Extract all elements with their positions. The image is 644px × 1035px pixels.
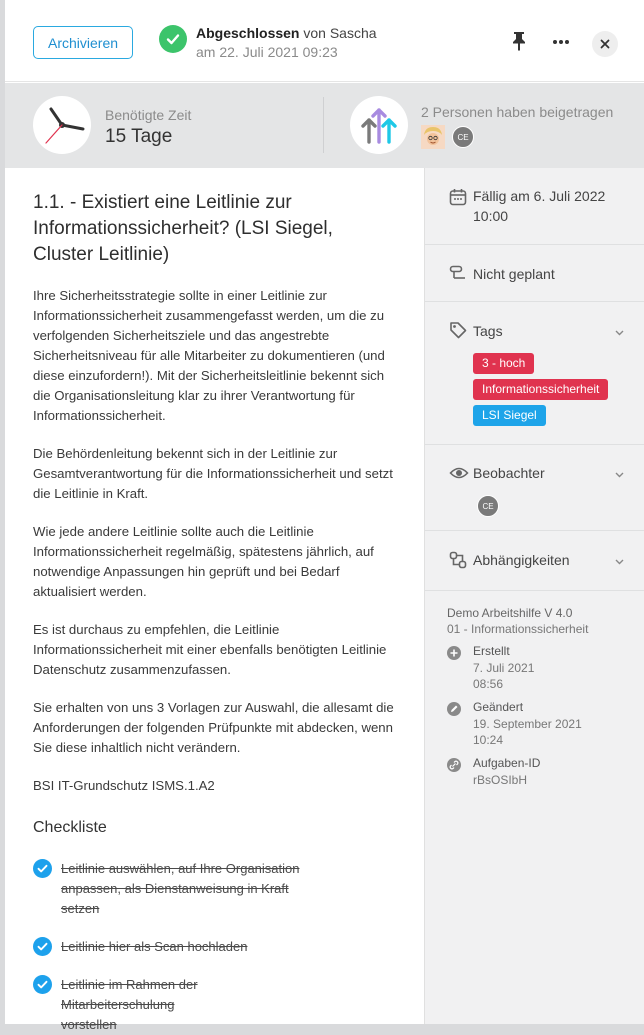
tag-badge[interactable]: Informationssicherheit (473, 379, 608, 400)
checkbox-checked-icon[interactable] (33, 937, 52, 956)
description-paragraph: Die Behördenleitung bekennt sich in der Leitlinie zur Gesamtverantwortung für die Informationssicherheit und setzt die Leitlinie in Kraft. (33, 446, 393, 501)
chevron-down-icon[interactable] (615, 325, 624, 339)
avatar[interactable]: CE (477, 495, 499, 517)
contributors-arrows-icon (350, 96, 408, 154)
clock-icon (33, 96, 91, 154)
task-modal (5, 0, 644, 1032)
created-date: 7. Juli 2021 (473, 661, 535, 675)
archive-button[interactable]: Archivieren (33, 26, 133, 59)
status-info (196, 24, 377, 62)
status-date: am 22. Juli 2021 09:23 (196, 44, 338, 60)
stats-band (5, 83, 644, 168)
dependency-icon (449, 551, 467, 574)
avatar[interactable] (421, 125, 445, 149)
tags-label: Tags (473, 323, 503, 339)
planning-section[interactable] (425, 245, 644, 302)
checklist-item[interactable] (33, 975, 398, 1035)
pin-icon[interactable] (509, 30, 529, 57)
description-paragraph: Sie erhalten von uns 3 Vorlagen zur Auswahl, die allesamt die Anforderungen der folgenden Prüfpunkte mit abdecken, wenn Sie diese inhaltlich nicht verändern. (33, 700, 394, 755)
changed-date: 19. September 2021 (473, 717, 582, 731)
checklist-item-text: Leitlinie im Rahmen der Mitarbeiterschulung vorstellen (61, 977, 198, 1032)
tags-section (425, 302, 644, 445)
tag-badge[interactable]: LSI Siegel (473, 405, 546, 426)
bsi-reference: BSI IT-Grundschutz ISMS.1.A2 (33, 778, 215, 793)
description-paragraph: Es ist durchaus zu empfehlen, die Leitlinie Informationssicherheit mit einer ebenfalls benötigten Leitlinie Datenschutz zusammenzufassen. (33, 622, 387, 677)
tag-icon (449, 321, 467, 344)
stats-divider (323, 97, 324, 153)
more-options-icon[interactable] (552, 33, 570, 45)
chevron-down-icon[interactable] (615, 467, 624, 481)
checkbox-checked-icon[interactable] (33, 975, 52, 994)
task-sidebar (424, 168, 644, 1024)
changed-time: 10:24 (473, 733, 504, 747)
checklist-item-text: Leitlinie auswählen, auf Ihre Organisation anpassen, als Dienstanweisung in Kraft setzen (61, 861, 300, 916)
task-id-label: Aufgaben-ID (473, 756, 541, 770)
calendar-icon (449, 188, 467, 211)
checkbox-checked-icon[interactable] (33, 859, 52, 878)
completed-check-icon (159, 25, 187, 53)
dependencies-label: Abhängigkeiten (473, 552, 570, 568)
created-time: 08:56 (473, 677, 504, 691)
created-label: Erstellt (473, 644, 510, 658)
checklist-item[interactable] (33, 859, 398, 919)
contributors-label: 2 Personen haben beigetragen (421, 104, 614, 120)
status-by: von Sascha (299, 25, 377, 41)
pencil-icon (447, 702, 461, 716)
link-icon[interactable] (447, 758, 461, 772)
tag-badge[interactable]: 3 - hoch (473, 353, 534, 374)
avatar[interactable]: CE (452, 126, 474, 148)
task-id-value[interactable]: rBsOSIbH (473, 773, 528, 787)
task-topbar (5, 0, 644, 82)
status-label: Abgeschlossen (196, 25, 300, 41)
changed-label: Geändert (473, 700, 524, 714)
add-circle-icon (447, 646, 461, 660)
close-icon[interactable] (592, 31, 618, 57)
chevron-down-icon[interactable] (615, 554, 624, 568)
task-description (5, 168, 424, 1032)
watchers-section (425, 445, 644, 531)
task-meta (425, 591, 644, 831)
planning-text: Nicht geplant (473, 266, 555, 282)
time-value: 15 Tage (105, 126, 173, 147)
list-name[interactable]: 01 - Informationssicherheit (447, 622, 589, 636)
time-label: Benötigte Zeit (105, 107, 192, 123)
description-paragraph: Wie jede andere Leitlinie sollte auch die Leitlinie Informationssicherheit regelmäßig, spätestens jährlich, auf notwendige Anpassungen hin geprüft und bei Bedarf aktualisiert werden. (33, 524, 374, 599)
watchers-label: Beobachter (473, 465, 545, 481)
timeline-icon (449, 264, 467, 287)
eye-icon (449, 464, 469, 487)
checklist-item[interactable] (33, 937, 398, 957)
checklist-item-text: Leitlinie hier als Scan hochladen (61, 939, 248, 954)
due-date-section[interactable] (425, 168, 644, 245)
description-paragraph: Ihre Sicherheitsstrategie sollte in einer Leitlinie zur Informationssicherheit zusammengefasst werden, um die zu verfolgenden Sicherheitsziele und das angestrebte Sicherheitsniveau für alle Mitarbeiter zu dokumentieren (und diese einzufordern!). Mit der Sicherheitsleitlinie bekennt sich die Organisationsleitung klar zu ihrer Verantwortung für Informationssicherheit. (33, 288, 385, 423)
checklist-heading: Checkliste (33, 819, 107, 836)
dependencies-section[interactable] (425, 531, 644, 591)
project-name[interactable]: Demo Arbeitshilfe V 4.0 (447, 606, 573, 620)
due-date-text: Fällig am 6. Juli 2022 10:00 (473, 188, 606, 224)
task-title: 1.1. - Existiert eine Leitlinie zur Informationssicherheit? (LSI Siegel, Cluster Leitlinie) (33, 192, 333, 265)
